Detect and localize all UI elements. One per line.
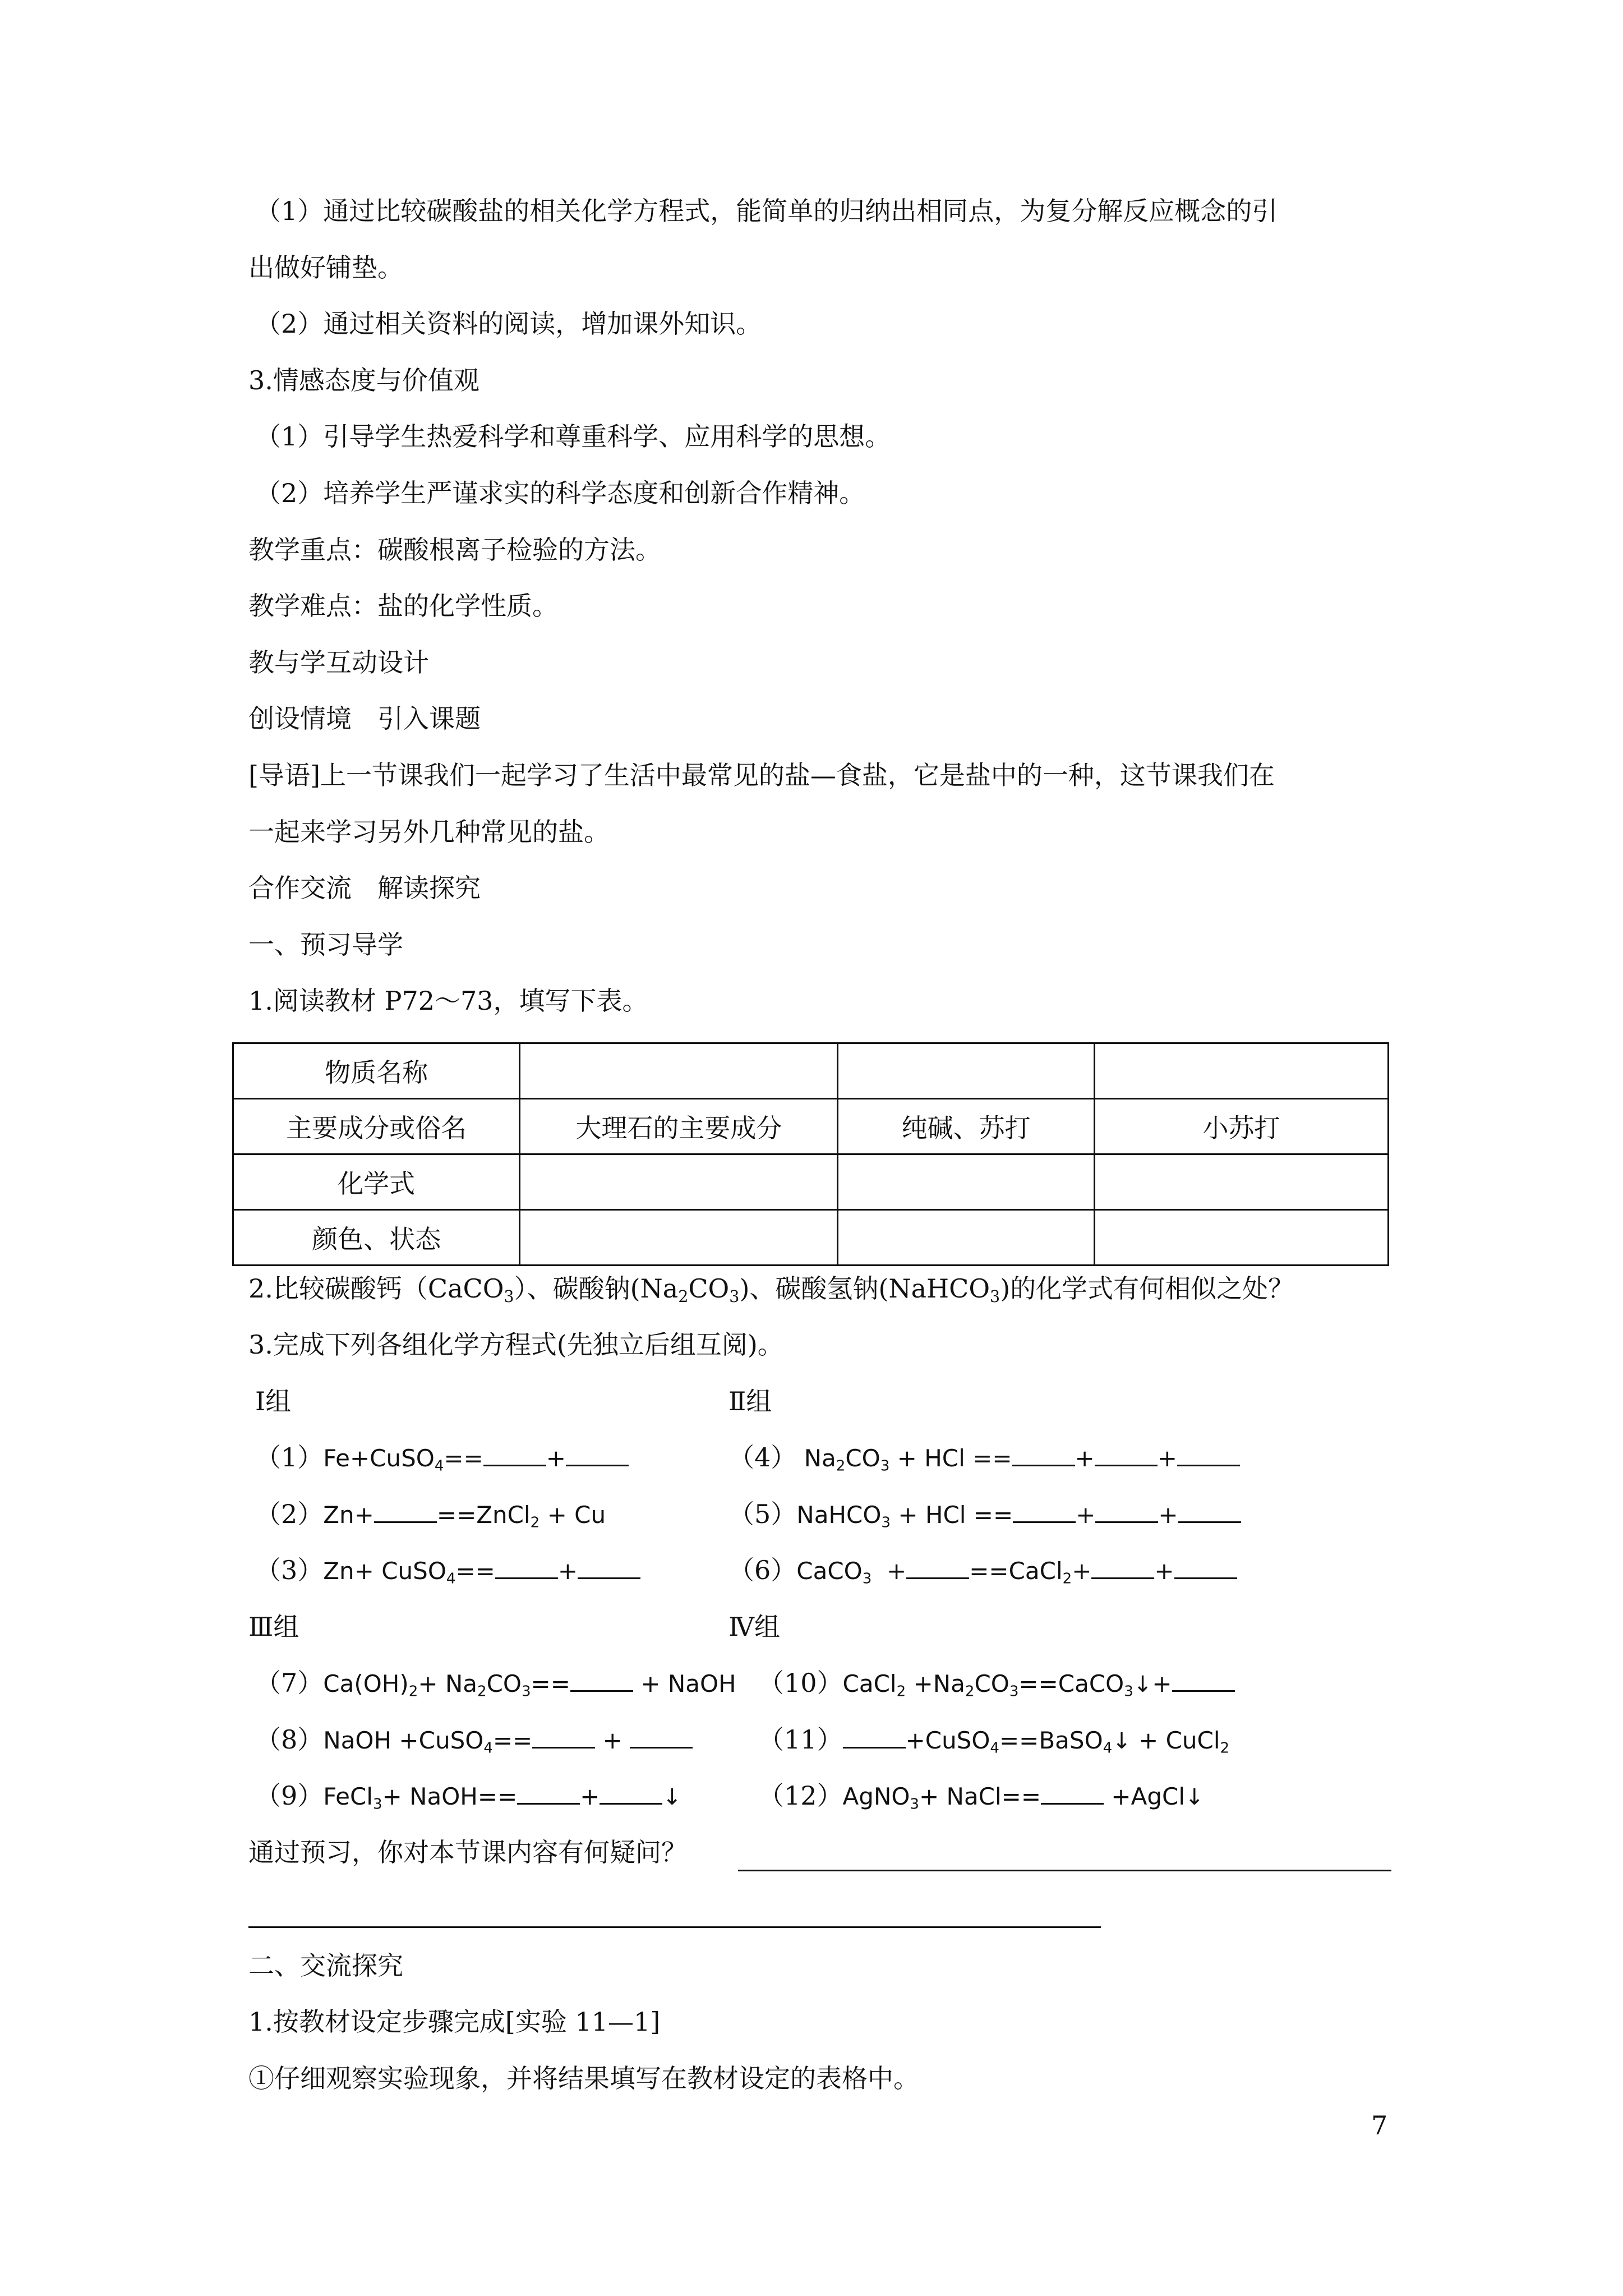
equation-number: （11） <box>758 1724 843 1755</box>
equation-number: （3） <box>255 1555 324 1585</box>
scene-heading: 创设情境 引入课题 <box>248 703 481 734</box>
reading-instruction: 1.阅读教材 P72～73，填写下表。 <box>248 986 648 1016</box>
table-cell[interactable] <box>520 1210 838 1266</box>
table-cell[interactable] <box>1094 1154 1388 1210</box>
intro-line-1: [导语]上一节课我们一起学习了生活中最常见的盐—食盐，它是盐中的一种，这节课我们在 <box>248 760 1275 790</box>
precipitate-arrow-icon: ↓ <box>662 1784 681 1810</box>
substance-table <box>232 1042 1389 1266</box>
group-3-heading: Ⅲ组 <box>248 1612 299 1642</box>
objective-1: （1）通过比较碳酸盐的相关化学方程式，能简单的归纳出相同点，为复分解反应概念的引 <box>255 196 1278 226</box>
table-cell[interactable] <box>1094 1043 1388 1099</box>
table-cell[interactable] <box>838 1043 1094 1099</box>
intro-line-2: 一起来学习另外几种常见的盐。 <box>248 817 610 847</box>
table-row <box>233 1210 1389 1266</box>
equation-1: （1）Fe+CuSO$_4$== + <box>255 1441 629 1475</box>
section-preview-heading: 一、预习导学 <box>248 930 403 960</box>
section-exchange-heading: 二、交流探究 <box>248 1950 403 1981</box>
equation-6: （6）CaCO$_3$ + ==CaCl$_2$+ + <box>728 1553 1237 1588</box>
q2-mid2: CO <box>688 1273 730 1304</box>
table-cell: 大理石的主要成分 <box>520 1099 838 1154</box>
table-row <box>233 1154 1389 1210</box>
precipitate-arrow-icon: ↓ <box>1185 1784 1204 1810</box>
objective-2: （2）通过相关资料的阅读，增加课外知识。 <box>255 309 762 339</box>
table-cell[interactable] <box>838 1210 1094 1266</box>
table-cell: 主要成分或俗名 <box>233 1099 520 1154</box>
question-3: 3.完成下列各组化学方程式(先独立后组互阅)。 <box>248 1329 783 1360</box>
interaction-design-heading: 教与学互动设计 <box>248 647 429 678</box>
equation-number: （8） <box>255 1724 324 1755</box>
q2-mid1: ）、碳酸钠(Na <box>514 1273 679 1304</box>
table-cell[interactable] <box>520 1043 838 1099</box>
table-cell[interactable] <box>520 1154 838 1210</box>
answer-line[interactable] <box>248 1926 1101 1928</box>
precipitate-arrow-icon: ↓ <box>1133 1672 1152 1697</box>
equation-number: （7） <box>255 1668 324 1698</box>
equation-number: （2） <box>255 1499 324 1529</box>
group-1-heading: Ⅰ组 <box>255 1386 292 1416</box>
teaching-key-point: 教学重点：碳酸根离子检验的方法。 <box>248 535 661 565</box>
equation-number: （4） <box>728 1442 797 1473</box>
table-row <box>233 1043 1389 1099</box>
table-cell: 颜色、状态 <box>233 1210 520 1266</box>
equation-10: （10）CaCl$_2$ $+Na_2CO_3==CaCO_3↓+$ <box>758 1666 1235 1701</box>
equation-11: （11） +CuSO$_4$==BaSO$_4$↓ + CuCl$_2$ <box>758 1724 1230 1757</box>
teaching-difficulty: 教学难点：盐的化学性质。 <box>248 591 558 621</box>
attitude-2: （2）培养学生严谨求实的科学态度和创新合作精神。 <box>255 478 865 508</box>
equation-4: （4） $Na_2CO_3$ + HCl == + + <box>728 1441 1240 1475</box>
table-cell: 纯碱、苏打 <box>838 1099 1094 1154</box>
equation-2: （2）Zn+ ==ZnCl$_2$ + Cu <box>255 1499 606 1531</box>
table-cell[interactable] <box>1094 1210 1388 1266</box>
equation-9: （9）FeCl$_3$+ NaOH== + ↓ <box>255 1780 681 1813</box>
cooperation-heading: 合作交流 解读探究 <box>248 873 481 903</box>
table-cell[interactable] <box>838 1154 1094 1210</box>
q2-prefix: 2.比较碳酸钙（CaCO <box>248 1273 504 1304</box>
precipitate-arrow-icon: ↓ <box>1112 1728 1131 1754</box>
equation-number: （6） <box>728 1555 797 1585</box>
equation-8: （8）NaOH +CuSO$_4$== + <box>255 1723 693 1757</box>
equation-number: （9） <box>255 1780 324 1811</box>
objective-1-cont: 出做好铺垫。 <box>248 252 403 283</box>
group-4-heading: Ⅳ组 <box>728 1612 780 1642</box>
equation-number: （10） <box>758 1668 843 1698</box>
preview-doubt-question: 通过预习，你对本节课内容有何疑问？ <box>248 1837 687 1867</box>
page-number: 7 <box>1371 2110 1388 2141</box>
table-row <box>233 1099 1389 1154</box>
q2-suffix: )的化学式有何相似之处？ <box>1000 1273 1294 1304</box>
table-cell: 化学式 <box>233 1154 520 1210</box>
equation-number: （12） <box>758 1780 843 1811</box>
experiment-instruction: 1.按教材设定步骤完成[实验 11—1] <box>248 2007 661 2037</box>
observation-instruction: ①仔细观察实验现象，并将结果填写在教材设定的表格中。 <box>248 2063 919 2093</box>
table-cell: 物质名称 <box>233 1043 520 1099</box>
equation-number: （5） <box>728 1499 797 1529</box>
attitude-1: （1）引导学生热爱科学和尊重科学、应用科学的思想。 <box>255 421 891 452</box>
equation-7: $(7)Ca(OH)_2+ Na_2CO_3==$ + NaOH <box>255 1668 736 1700</box>
group-2-heading: Ⅱ组 <box>728 1386 772 1416</box>
equation-3: （3）Zn+ CuSO$_4$== + <box>255 1553 640 1588</box>
answer-line[interactable] <box>738 1870 1391 1871</box>
table-cell: 小苏打 <box>1094 1099 1388 1154</box>
section-heading-attitude: 3.情感态度与价值观 <box>248 365 479 395</box>
equation-number: （1） <box>255 1442 324 1473</box>
q2-mid3: )、碳酸氢钠(NaHCO <box>739 1273 990 1304</box>
equation-12: （12）AgNO$_3$+ NaCl== +AgCl↓ <box>758 1780 1204 1813</box>
question-2: 2.比较碳酸钙（CaCO$_3$）、碳酸钠$(Na_2CO_3)$、碳酸氢钠(NaHCO$_3$)的化学式有何相似之处？ <box>248 1273 1294 1306</box>
equation-5: （5）NaHCO$_3$ + HCl == + + <box>728 1497 1241 1532</box>
